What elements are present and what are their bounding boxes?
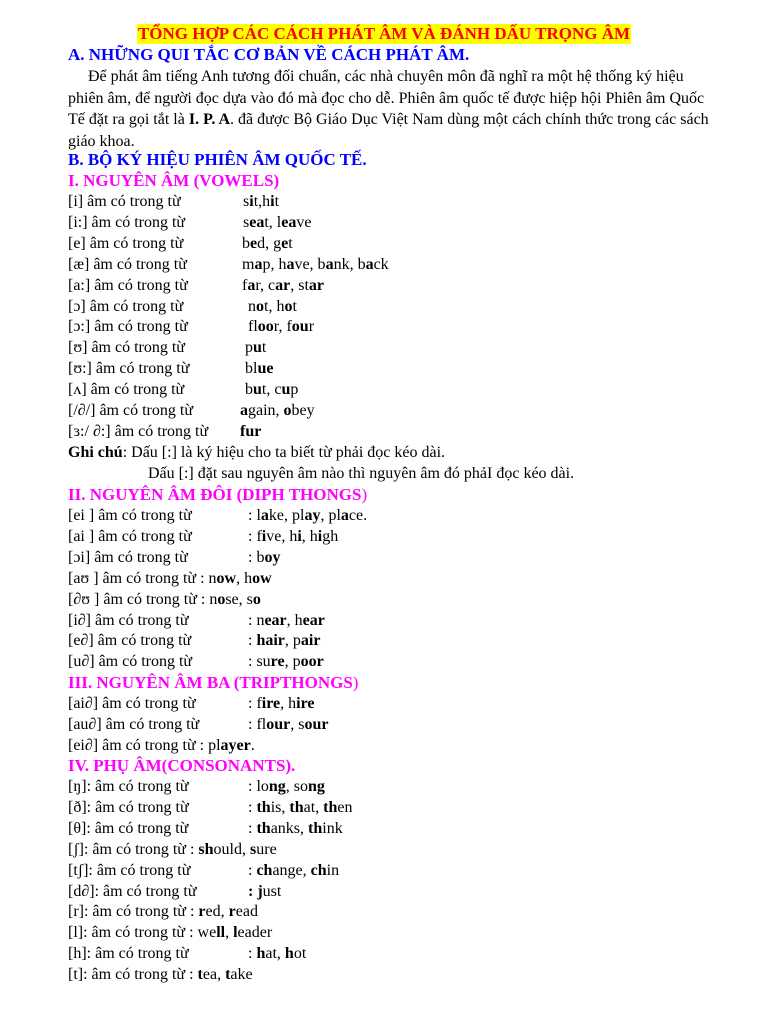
- diphthong-row: [68, 527, 339, 547]
- example-text: :: [248, 632, 257, 650]
- example-text: ve, b: [294, 255, 326, 273]
- triphthong-row: [68, 736, 255, 756]
- highlighted-letters: i: [261, 527, 267, 545]
- example-text: bey: [291, 402, 315, 419]
- diphthongs-heading-text: II. NGUYÊN ÂM ĐÔI (DIPH THONGS: [68, 485, 362, 504]
- diphthong-symbol-label: [ai ] âm có trong từ: [68, 527, 192, 545]
- example-text: s: [243, 193, 250, 210]
- diphthong-row: [68, 631, 321, 651]
- highlighted-letters: t: [225, 966, 231, 984]
- highlighted-letters: o: [283, 402, 292, 419]
- highlighted-letters: ire: [296, 695, 315, 712]
- vowel-examples: [248, 317, 314, 337]
- example-text: n: [248, 297, 256, 315]
- example-text: ve, h: [266, 527, 298, 545]
- example-text: gain,: [248, 402, 284, 419]
- example-text: at,: [265, 945, 285, 963]
- diphthong-symbol-label: [e∂] âm có trong từ: [68, 632, 192, 650]
- diphthong-symbol-label: [u∂] âm có trong từ: [68, 653, 193, 671]
- vowel-symbol-label: [i:] âm có trong từ: [68, 213, 186, 231]
- highlighted-letters: s: [250, 840, 257, 858]
- highlighted-letters: o: [284, 297, 293, 315]
- consonant-symbol-label: [ŋ]: âm có trong từ: [68, 778, 189, 795]
- highlighted-letters: fur: [240, 422, 262, 440]
- example-text: r, c: [255, 276, 276, 294]
- example-text: p, h: [262, 255, 287, 273]
- vowel-examples: [245, 359, 273, 379]
- vowel-examples: [248, 297, 297, 317]
- example-text: , p: [284, 632, 301, 650]
- consonant-examples: [248, 882, 281, 902]
- consonant-examples: [198, 841, 276, 858]
- intro-text-1: Để phát âm tiếng Anh tương đối chuẩn, các nhà chuyên môn đã nghĩ ra một hệ thống ký hiệu phiên âm, để người đọc dựa vào đó mà đọc cho dễ. Phiên âm quốc tế được hiệp hội Phiên âm Quốc Tế đặt ra gọi tắt là: [68, 68, 705, 128]
- consonant-row: [68, 902, 258, 922]
- highlighted-letters: ch: [256, 861, 273, 879]
- example-text: :: [248, 861, 257, 879]
- vowel-symbol-label: [ɔ:] âm có trong từ: [68, 318, 188, 336]
- example-text: , pl: [320, 507, 341, 524]
- triphthong-examples: [248, 715, 328, 735]
- diphthong-row: [68, 652, 324, 672]
- vowel-examples: [245, 338, 266, 358]
- highlighted-letters: sh: [198, 840, 214, 858]
- example-text: d, g: [257, 234, 282, 252]
- triphthong-symbol-label: [au∂] âm có trong từ: [68, 715, 200, 733]
- example-text: en: [337, 798, 353, 816]
- highlighted-letters: ire: [261, 695, 281, 712]
- highlighted-letters: a: [325, 255, 334, 273]
- example-text: , so: [285, 778, 309, 795]
- highlighted-letters: o: [256, 297, 264, 315]
- consonant-examples: [248, 798, 352, 818]
- example-text: ure: [256, 840, 277, 858]
- example-text: : fl: [248, 715, 267, 733]
- example-text: t, l: [264, 213, 282, 231]
- note-label: Ghi chú: [68, 444, 123, 461]
- highlighted-letters: h: [256, 945, 266, 963]
- highlighted-letters: a: [260, 507, 269, 524]
- highlighted-letters: i: [317, 527, 323, 545]
- consonant-row: [68, 944, 307, 964]
- highlighted-letters: oor: [300, 653, 324, 671]
- highlighted-letters: i: [249, 193, 254, 210]
- highlighted-letters: a: [247, 276, 256, 294]
- diphthong-examples: [248, 611, 325, 631]
- highlighted-letters: a: [240, 402, 248, 419]
- consonant-examples: [248, 819, 343, 839]
- page-title: TỔNG HỢP CÁC CÁCH PHÁT ÂM VÀ ĐÁNH DẤU TRỌNG ÂM: [137, 24, 631, 43]
- vowel-symbol-label: [ʊ] âm có trong từ: [68, 339, 185, 357]
- section-b-heading: B. BỘ KÝ HIỆU PHIÊN ÂM QUỐC TẾ.: [68, 150, 367, 169]
- consonant-examples: [198, 966, 253, 983]
- diphthong-row: [68, 548, 281, 568]
- consonant-symbol-label: [d∂]: âm có trong từ: [68, 882, 197, 900]
- example-text: : lo: [248, 778, 269, 795]
- highlighted-letters: ear: [302, 611, 325, 629]
- vowel-symbol-label: [a:] âm có trong từ: [68, 276, 188, 294]
- consonant-row: [68, 882, 282, 902]
- vowel-symbol-label: [ʊ:] âm có trong từ: [68, 360, 190, 378]
- vowel-row: [68, 297, 297, 317]
- example-text: ink: [322, 819, 343, 837]
- consonant-row: [68, 861, 340, 881]
- example-text: f: [242, 276, 248, 294]
- highlighted-letters: ear: [264, 611, 287, 629]
- triphthong-symbol-label: [ai∂] âm có trong từ: [68, 695, 196, 712]
- vowel-row: [68, 401, 315, 421]
- triphthong-examples: [221, 737, 255, 754]
- highlighted-letters: u: [253, 339, 262, 357]
- highlighted-letters: re: [270, 653, 285, 671]
- highlighted-letters: a: [340, 507, 349, 524]
- example-text: m: [242, 255, 255, 273]
- consonant-symbol-label: [ð]: âm có trong từ: [68, 798, 189, 816]
- highlighted-letters: ch: [310, 861, 327, 879]
- example-text: t: [274, 193, 280, 210]
- example-text: , h: [236, 569, 253, 587]
- example-text: ed,: [205, 903, 229, 921]
- consonant-examples: [198, 903, 258, 920]
- example-text: anks,: [270, 819, 309, 837]
- consonant-examples: [216, 924, 272, 941]
- vowel-examples: [242, 276, 324, 296]
- diphthong-row: [68, 611, 325, 631]
- example-text: : f: [248, 527, 262, 545]
- diphthongs-heading-paren: ): [361, 485, 368, 504]
- vowel-symbol-label: [ʌ] âm có trong từ: [68, 381, 185, 399]
- vowel-row: [68, 422, 262, 442]
- highlighted-letters: our: [266, 715, 291, 733]
- highlighted-letters: r: [228, 903, 236, 921]
- diphthong-symbol-label: [ɔi] âm có trong từ: [68, 548, 188, 566]
- example-text: , s: [290, 715, 305, 733]
- example-text: ead: [235, 903, 258, 921]
- example-text: ke, pl: [268, 507, 305, 524]
- highlighted-letters: ow: [252, 569, 272, 587]
- example-text: t: [292, 297, 297, 315]
- highlighted-letters: o: [217, 590, 226, 608]
- consonant-row: [68, 798, 353, 818]
- intro-paragraph: [68, 66, 718, 152]
- example-text: eader: [237, 924, 273, 942]
- consonant-symbol-label: [l]: âm có trong từ : we: [68, 924, 217, 942]
- vowel-symbol-label: [/∂/] âm có trong từ: [68, 402, 193, 419]
- highlighted-letters: ea: [249, 213, 265, 231]
- example-text: :: [248, 819, 257, 837]
- consonant-examples: [248, 944, 306, 964]
- highlighted-letters: ng: [268, 778, 286, 795]
- highlighted-letters: u: [281, 381, 291, 399]
- example-text: ould,: [213, 840, 250, 858]
- example-text: ange,: [272, 861, 311, 879]
- vowel-symbol-label: [ɜ:/ ∂:] âm có trong từ: [68, 422, 209, 440]
- example-text: ,: [225, 924, 234, 942]
- consonant-examples: [248, 861, 339, 881]
- example-text: bl: [245, 360, 258, 378]
- consonants-heading: IV. PHỤ ÂM(CONSONANTS).: [68, 756, 296, 775]
- example-text: is,: [270, 798, 290, 816]
- example-text: , p: [284, 653, 301, 671]
- diphthong-row: [68, 569, 272, 589]
- highlighted-letters: a: [286, 255, 295, 273]
- example-text: fl: [248, 318, 258, 336]
- vowel-examples: [245, 380, 298, 400]
- example-text: ot: [293, 945, 307, 963]
- highlighted-letters: r: [198, 903, 206, 921]
- example-text: b: [245, 381, 253, 399]
- highlighted-letters: a: [365, 255, 374, 273]
- triphthongs-heading-text: III. NGUYÊN ÂM BA (TRIPTHONGS: [68, 673, 353, 692]
- highlighted-letters: ng: [308, 778, 325, 795]
- diphthong-examples: [217, 591, 261, 608]
- vowel-symbol-label: [æ] âm có trong từ: [68, 255, 187, 273]
- diphthong-row: [68, 590, 261, 610]
- highlighted-letters: u: [253, 381, 262, 399]
- intro-text-2: . đã được Bộ Giáo Dục Việt Nam dùng một cách chính thức trong các sách giáo khoa.: [68, 111, 709, 150]
- triphthong-examples: [248, 694, 315, 714]
- consonant-row: [68, 777, 325, 797]
- example-text: b: [242, 234, 250, 252]
- vowel-examples: [243, 213, 311, 233]
- highlighted-letters: ay: [304, 507, 321, 524]
- highlighted-letters: i: [297, 527, 302, 545]
- triphthong-row: [68, 715, 329, 735]
- example-text: t, h: [264, 297, 285, 315]
- highlighted-letters: h: [284, 945, 294, 963]
- example-text: r, f: [273, 318, 292, 336]
- example-text: , h: [280, 695, 297, 712]
- diphthong-examples: [248, 506, 367, 526]
- vowel-examples: [243, 192, 279, 212]
- consonant-symbol-label: [h]: âm có trong từ: [68, 945, 189, 963]
- example-text: : l: [248, 507, 261, 524]
- highlighted-letters: ar: [275, 276, 291, 294]
- example-text: :: [248, 945, 257, 963]
- vowel-row: [68, 359, 274, 379]
- highlighted-letters: i: [270, 193, 275, 210]
- ipa-abbrev: I. P. A: [188, 111, 231, 128]
- vowel-row: [68, 380, 299, 400]
- consonant-examples: [248, 777, 325, 797]
- consonant-symbol-label: [t]: âm có trong từ :: [68, 966, 198, 984]
- highlighted-letters: t: [197, 966, 203, 984]
- highlighted-letters: ue: [257, 360, 274, 378]
- diphthong-examples: [217, 570, 272, 587]
- section-a-heading: A. NHỮNG QUI TẮC CƠ BẢN VỀ CÁCH PHÁT ÂM.: [68, 45, 470, 64]
- example-text: t,h: [253, 193, 271, 210]
- diphthong-row: [68, 506, 368, 526]
- example-text: :: [248, 798, 257, 816]
- example-text: : n: [248, 611, 265, 629]
- example-text: : f: [248, 695, 262, 712]
- highlighted-letters: a: [254, 255, 263, 273]
- title-wrap: [0, 24, 768, 44]
- diphthongs-heading: [68, 485, 367, 505]
- vowel-row: [68, 276, 325, 296]
- diphthong-symbol-label: [aʊ ] âm có trong từ : n: [68, 569, 217, 587]
- triphthongs-heading-paren: ): [352, 673, 359, 692]
- example-text: in: [326, 861, 340, 879]
- vowel-row: [68, 317, 315, 337]
- example-text: nk, b: [333, 255, 366, 273]
- example-text: : su: [248, 653, 271, 671]
- consonant-symbol-label: [r]: âm có trong từ :: [68, 903, 199, 921]
- example-text: : b: [248, 548, 265, 566]
- consonant-symbol-label: [θ]: âm có trong từ: [68, 819, 189, 837]
- diphthong-examples: [248, 527, 338, 547]
- highlighted-letters: our: [304, 715, 329, 733]
- example-text: t, c: [261, 381, 282, 399]
- highlighted-letters: th: [308, 819, 323, 837]
- example-text: , h: [301, 527, 318, 545]
- highlighted-letters: ll: [216, 924, 226, 942]
- example-text: se, s: [225, 590, 253, 608]
- consonant-symbol-label: [tʃ]: âm có trong từ: [68, 861, 191, 879]
- vowel-row: [68, 192, 280, 212]
- vowel-examples: [242, 234, 293, 254]
- vowel-symbol-label: [ɔ] âm có trong từ: [68, 297, 184, 315]
- note-text-2: Dấu [:] đặt sau nguyên âm nào thì nguyên âm đó phảI đọc kéo dài.: [148, 465, 575, 482]
- highlighted-letters: oy: [264, 548, 281, 566]
- note-text-1: : Dấu [:] là ký hiệu cho ta biết từ phải đọc kéo dài.: [122, 444, 446, 461]
- highlighted-letters: th: [289, 798, 304, 816]
- example-text: gh: [322, 527, 339, 545]
- vowel-row: [68, 338, 267, 358]
- example-text: s: [243, 213, 250, 231]
- example-text: ake: [230, 966, 253, 984]
- diphthong-examples: [248, 631, 320, 651]
- highlighted-letters: e: [250, 234, 258, 252]
- highlighted-letters: air: [300, 632, 321, 650]
- diphthong-examples: [248, 548, 280, 568]
- highlighted-letters: ea: [281, 213, 297, 231]
- vowels-heading: I. NGUYÊN ÂM (VOWELS): [68, 171, 280, 190]
- highlighted-letters: th: [323, 798, 338, 816]
- example-text: r: [308, 318, 315, 336]
- vowel-examples: [240, 422, 261, 442]
- example-text: ck: [373, 255, 389, 273]
- consonant-row: [68, 923, 272, 943]
- triphthongs-heading: [68, 673, 358, 693]
- vowel-examples: [242, 255, 389, 275]
- diphthong-symbol-label: [∂ʊ ] âm có trong từ : n: [68, 590, 218, 608]
- highlighted-letters: ow: [216, 569, 237, 587]
- vowel-row: [68, 213, 312, 233]
- diphthong-symbol-label: [i∂] âm có trong từ: [68, 611, 189, 629]
- example-text: ust: [262, 882, 282, 900]
- example-text: .: [250, 736, 255, 754]
- vowel-row: [68, 255, 389, 275]
- highlighted-letters: ayer: [220, 736, 251, 754]
- example-text: t: [261, 339, 267, 357]
- example-text: at,: [303, 798, 324, 816]
- highlighted-letters: l: [233, 924, 238, 942]
- example-text: p: [245, 339, 253, 357]
- example-text: ce.: [348, 507, 368, 524]
- note-line-1: [68, 443, 445, 463]
- highlighted-letters: th: [256, 798, 271, 816]
- vowel-symbol-label: [i] âm có trong từ: [68, 193, 181, 210]
- highlighted-letters: e: [281, 234, 289, 252]
- highlighted-letters: th: [256, 819, 271, 837]
- example-text: ea,: [202, 966, 226, 984]
- example-text: t: [288, 234, 293, 252]
- triphthong-symbol-label: [ei∂] âm có trong từ : pl: [68, 736, 221, 754]
- highlighted-letters: hair: [256, 632, 285, 650]
- consonant-symbol-label: [ʃ]: âm có trong từ :: [68, 840, 199, 858]
- highlighted-letters: ou: [291, 318, 309, 336]
- highlighted-letters: o: [252, 590, 261, 608]
- vowel-row: [68, 234, 293, 254]
- consonant-row: [68, 840, 277, 860]
- example-text: , h: [286, 611, 303, 629]
- example-text: ve: [296, 213, 312, 231]
- highlighted-letters: ar: [308, 276, 325, 294]
- consonant-row: [68, 819, 343, 839]
- diphthong-examples: [248, 652, 324, 672]
- highlighted-letters: oo: [257, 318, 274, 336]
- highlighted-letters: : j: [248, 882, 263, 900]
- vowel-symbol-label: [e] âm có trong từ: [68, 234, 184, 252]
- example-text: p: [290, 381, 299, 399]
- consonant-row: [68, 965, 253, 985]
- triphthong-row: [68, 694, 315, 714]
- example-text: , st: [290, 276, 309, 294]
- diphthong-symbol-label: [ei ] âm có trong từ: [68, 507, 192, 524]
- vowel-examples: [240, 401, 315, 421]
